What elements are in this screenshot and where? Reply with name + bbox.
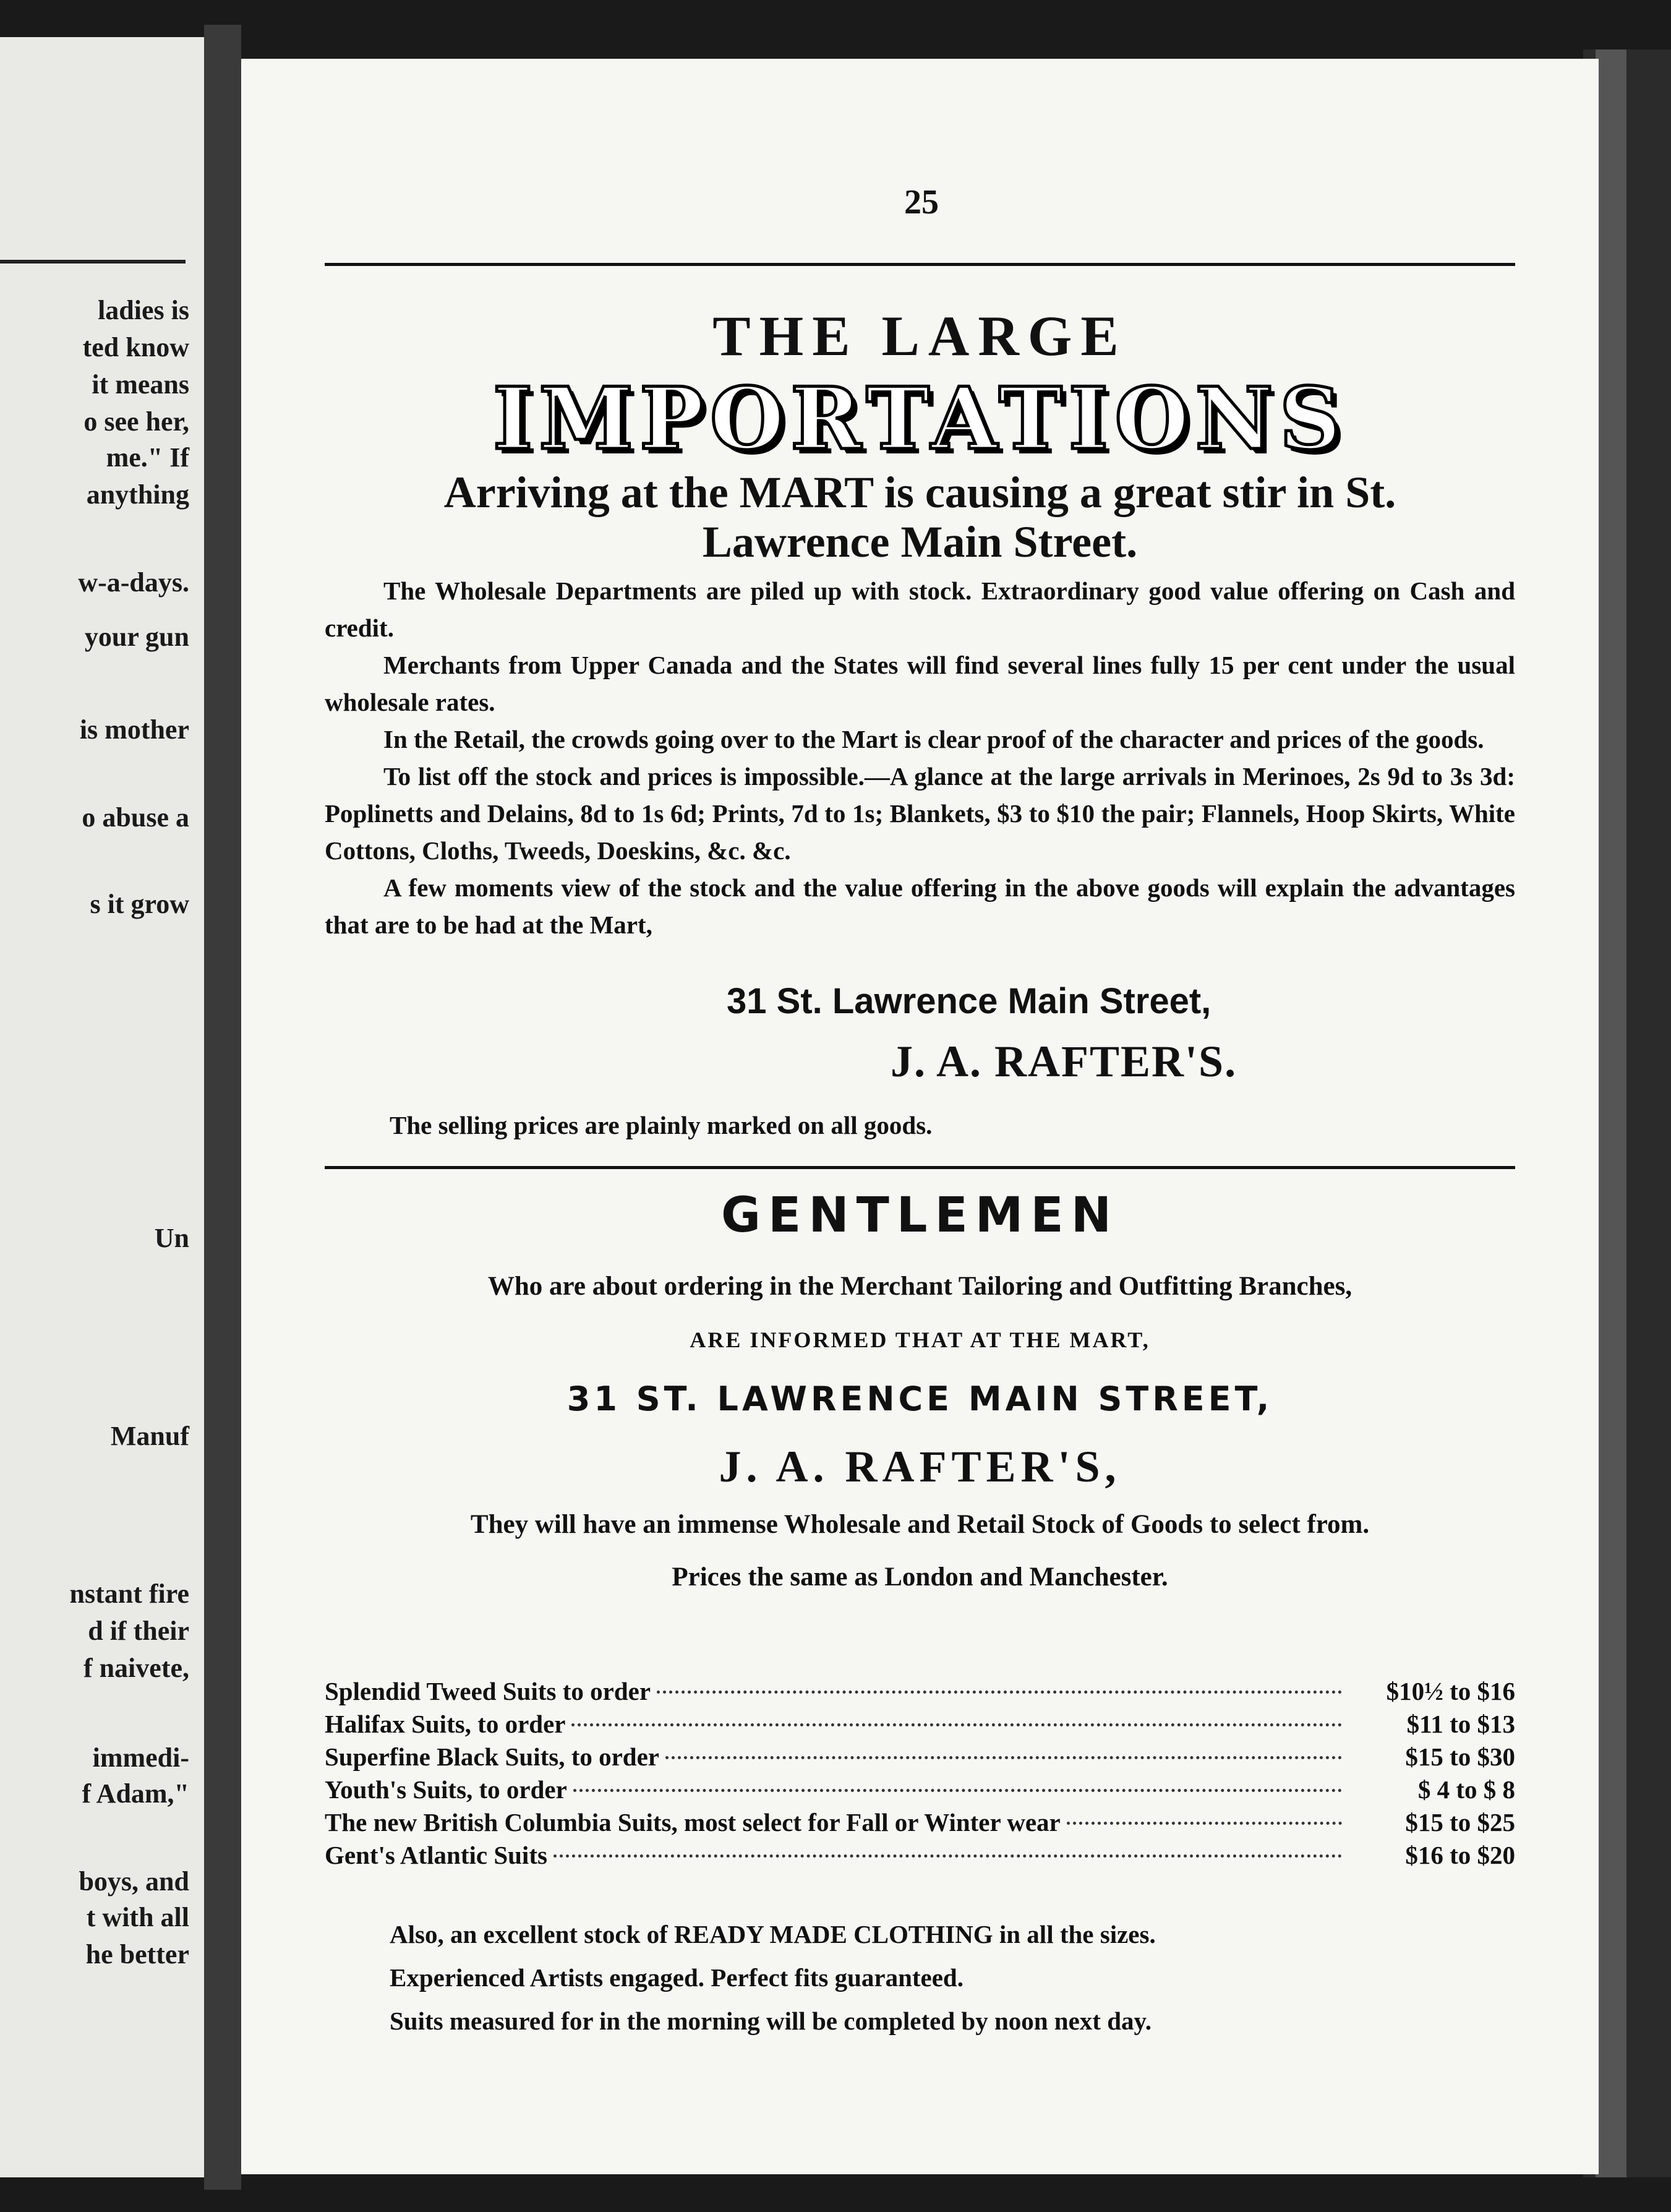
leader-dots xyxy=(665,1756,1342,1759)
ad1-address: 31 St. Lawrence Main Street, xyxy=(727,981,1212,1021)
price-item: The new British Columbia Suits, most select for Fall or Winter wear xyxy=(325,1808,1061,1837)
price-item: Halifax Suits, to order xyxy=(325,1710,566,1738)
price-item: Youth's Suits, to order xyxy=(325,1775,567,1804)
price-item: Superfine Black Suits, to order xyxy=(325,1743,659,1771)
facing-text: o abuse a xyxy=(82,802,189,833)
ad2-intro: Who are about ordering in the Merchant Tailoring and Outfitting Branches, xyxy=(487,1272,1353,1301)
price-row xyxy=(325,1676,1515,1709)
page-number: 25 xyxy=(904,183,939,221)
ad1-body xyxy=(325,572,1515,943)
ad2-stock-line: They will have an immense Wholesale and Retail Stock of Goods to select from. xyxy=(470,1510,1370,1539)
facing-page-fragment xyxy=(0,37,204,2177)
facing-text: f naivete, xyxy=(83,1653,189,1683)
facing-text: ted know xyxy=(82,332,189,362)
price-row xyxy=(325,1775,1515,1807)
book-gutter xyxy=(204,25,241,2190)
ad1-subhead-line2: Lawrence Main Street. xyxy=(702,517,1138,567)
ad2-closing-line: Also, an excellent stock of READY MADE CLOTHING in all the sizes. xyxy=(390,1920,1156,1948)
ad1-paragraph: Merchants from Upper Canada and the States will find several lines fully 15 per cent under the usual wholesale rates. xyxy=(325,651,1515,716)
ad1-note: The selling prices are plainly marked on all goods. xyxy=(390,1111,933,1139)
price-row xyxy=(325,1807,1515,1840)
advertisement-page xyxy=(241,59,1599,2174)
ad2-closing-line: Experienced Artists engaged. Perfect fits guaranteed. xyxy=(390,1963,964,1992)
facing-text: he better xyxy=(85,1939,189,1970)
facing-text: anything xyxy=(86,479,189,510)
facing-text: w-a-days. xyxy=(78,567,189,598)
ad2-closing-line: Suits measured for in the morning will be completed by noon next day. xyxy=(390,2007,1152,2035)
price-list xyxy=(325,1676,1515,1873)
top-rule xyxy=(325,263,1515,266)
ad2-merchant: J. A. RAFTER'S, xyxy=(719,1442,1121,1491)
price-range: $15 to $25 xyxy=(1405,1808,1515,1837)
ad1-paragraph: To list off the stock and prices is impossible.—A glance at the large arrivals in Merinoes, 2s 9d to 3s 3d: Poplinetts and Delains, 8d to 1s 6d; Prints, 7d to 1s; Blankets, $3 to $10 the pair; Flannels, Hoop Skirts, White Cottons, Cloths, Tweeds, Doeskins, &c. &c. xyxy=(325,762,1515,865)
price-range: $15 to $30 xyxy=(1405,1743,1515,1771)
facing-text: me." If xyxy=(106,442,189,473)
facing-text: your gun xyxy=(84,622,189,652)
ad2-prices-line: Prices the same as London and Manchester. xyxy=(672,1563,1168,1592)
leader-dots xyxy=(657,1691,1342,1694)
price-range: $10½ to $16 xyxy=(1386,1677,1515,1705)
ad1-heading-small: THE LARGE xyxy=(712,304,1127,367)
price-item: Gent's Atlantic Suits xyxy=(325,1841,547,1869)
facing-text: is mother xyxy=(79,714,189,745)
facing-page-rule xyxy=(0,260,186,264)
facing-text: f Adam," xyxy=(82,1778,189,1809)
price-range: $11 to $13 xyxy=(1406,1710,1515,1738)
leader-dots xyxy=(1067,1822,1342,1825)
facing-text: Un xyxy=(154,1223,189,1253)
price-item: Splendid Tweed Suits to order xyxy=(325,1677,651,1705)
price-row xyxy=(325,1840,1515,1873)
ad1-headline: IMPORTATIONS xyxy=(492,368,1348,469)
ad1-paragraph: In the Retail, the crowds going over to the Mart is clear proof of the character and prices of the goods. xyxy=(383,725,1484,753)
facing-text: d if their xyxy=(88,1616,189,1646)
facing-text: Manuf xyxy=(110,1421,189,1451)
ad1-merchant: J. A. RAFTER'S. xyxy=(891,1037,1237,1086)
leader-dots xyxy=(571,1723,1342,1726)
ad1-paragraph: The Wholesale Departments are piled up with stock. Extraordinary good value offering on Cash and credit. xyxy=(325,577,1515,642)
facing-text: o see her, xyxy=(83,406,189,437)
facing-text: s it grow xyxy=(90,889,189,919)
ad2-informed: ARE INFORMED THAT AT THE MART, xyxy=(690,1327,1150,1352)
leader-dots xyxy=(553,1854,1342,1858)
divider-rule xyxy=(325,1166,1515,1169)
price-row xyxy=(325,1709,1515,1742)
ad2-address: 31 ST. LAWRENCE MAIN STREET, xyxy=(566,1379,1273,1418)
price-range: $ 4 to $ 8 xyxy=(1417,1775,1515,1804)
ad1-subhead-line1: Arriving at the MART is causing a great stir in St. xyxy=(443,468,1396,517)
ad1-paragraph: A few moments view of the stock and the value offering in the above goods will explain the advantages that are to be had at the Mart, xyxy=(325,873,1515,939)
facing-text: nstant fire xyxy=(69,1579,189,1609)
leader-dots xyxy=(573,1789,1342,1792)
facing-text: ladies is xyxy=(98,295,189,325)
facing-text: t with all xyxy=(86,1902,189,1932)
facing-text: boys, and xyxy=(79,1866,189,1897)
price-range: $16 to $20 xyxy=(1405,1841,1515,1869)
price-row xyxy=(325,1742,1515,1775)
ad2-headline: GENTLEMEN xyxy=(721,1188,1119,1243)
facing-text: immedi- xyxy=(92,1743,189,1773)
facing-text: it means xyxy=(92,369,189,400)
